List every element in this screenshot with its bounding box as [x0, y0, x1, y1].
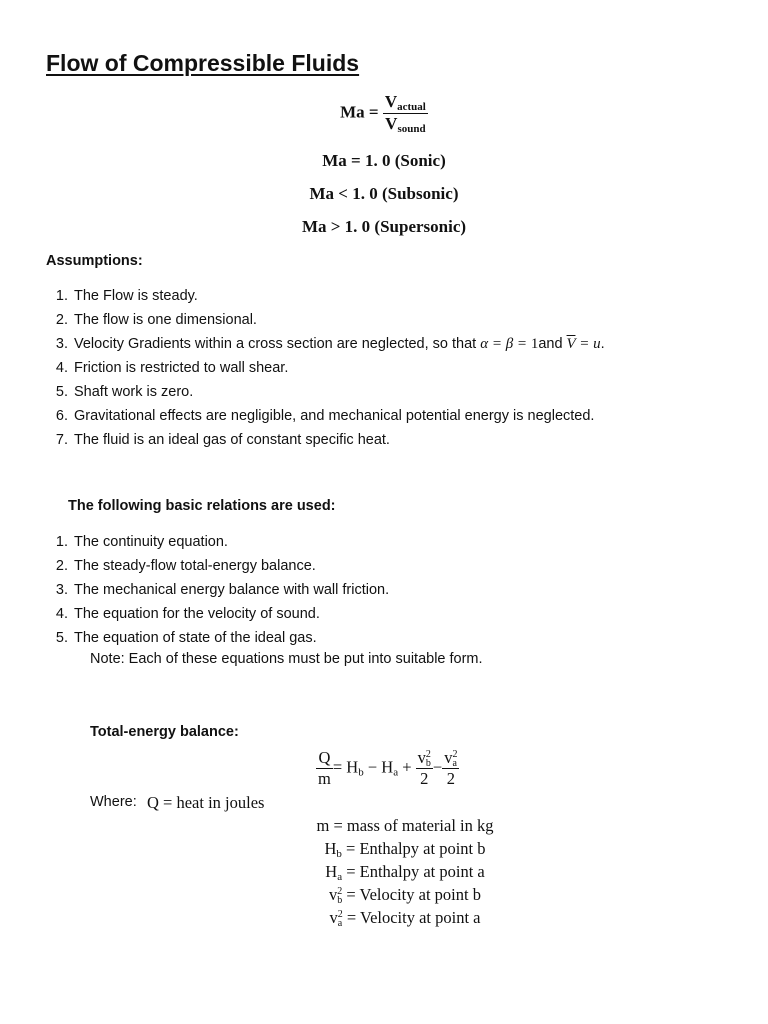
item-number: 3.	[55, 582, 68, 598]
assumptions-list	[46, 284, 605, 452]
item-text: The steady-flow total-energy balance.	[74, 558, 316, 574]
def-q-text: Q = heat in joules	[147, 793, 265, 812]
item-text: Gravitational effects are negligible, and mechanical potential energy is neglected.	[74, 408, 595, 424]
def-ha-text: = Enthalpy at point a	[346, 862, 485, 881]
alpha-beta-math: α = β =	[480, 336, 531, 352]
v-bar-math: $\overline{V}$	[566, 336, 576, 352]
mach-definition	[0, 92, 768, 135]
list-item	[46, 626, 389, 650]
q-num: Q	[316, 748, 333, 769]
minus-sign: −	[432, 757, 443, 777]
def-va-text: = Velocity at point a	[346, 908, 481, 927]
item-text: Velocity Gradients within a cross section are neglected, so that	[74, 336, 481, 352]
plus-sign: +	[398, 757, 412, 777]
def-va	[0, 906, 768, 929]
sup-2: 2	[452, 749, 458, 761]
sub-b: b	[337, 895, 343, 907]
mach-supersonic: Ma > 1. 0 (Supersonic)	[301, 217, 467, 236]
item-text: The equation of state of the ideal gas.	[74, 630, 317, 646]
list-item	[46, 404, 605, 428]
item-text: The fluid is an ideal gas of constant specific heat.	[74, 432, 390, 448]
def-ha: $H_a$ = Enthalpy at point a	[325, 862, 485, 883]
num-sub: actual	[397, 101, 426, 113]
relations-heading: The following basic relations are used:	[68, 498, 336, 514]
list-item	[46, 602, 389, 626]
one-math: 1	[530, 336, 539, 352]
item-number: 4.	[55, 606, 68, 622]
item-text: The continuity equation.	[74, 534, 228, 550]
va-squared-over-2	[442, 748, 459, 789]
sup-2: 2	[337, 909, 343, 921]
item-number: 6.	[55, 408, 68, 424]
v: v	[329, 885, 338, 904]
sub-a: a	[452, 758, 457, 770]
def-vb-text: = Velocity at point b	[346, 885, 481, 904]
sub-a: a	[337, 918, 343, 930]
item-number: 5.	[55, 384, 68, 400]
def-hb: $H_b$ = Enthalpy at point b	[324, 839, 486, 860]
item-number: 2.	[55, 312, 68, 328]
item-number: 1.	[55, 534, 68, 550]
page-title: Flow of Compressible Fluids	[46, 50, 360, 76]
item-text: Friction is restricted to wall shear.	[74, 360, 289, 376]
item-number: 2.	[55, 558, 68, 574]
item-text-mid: and	[538, 336, 567, 352]
mach-subsonic: Ma < 1. 0 (Subsonic)	[309, 184, 459, 203]
item-number: 1.	[55, 288, 68, 304]
list-item	[46, 308, 605, 332]
item-text-end: .	[600, 336, 605, 352]
list-item	[46, 284, 605, 308]
u-math: = u	[575, 336, 601, 352]
item-text: The Flow is steady.	[74, 288, 198, 304]
sup-2: 2	[337, 886, 343, 898]
v: v	[329, 908, 338, 927]
mach-sonic: Ma = 1. 0 (Sonic)	[322, 151, 446, 170]
list-item	[46, 332, 605, 356]
q-den: m	[318, 769, 331, 789]
mach-lhs: Ma =	[340, 102, 379, 122]
item-text: Shaft work is zero.	[74, 384, 194, 400]
def-vb	[0, 883, 768, 906]
sub-b: b	[425, 758, 431, 770]
mach-fraction	[383, 92, 428, 135]
item-number: 7.	[55, 432, 68, 448]
sub-a: a	[393, 766, 399, 779]
relations-list	[46, 530, 389, 650]
item-number: 5.	[55, 630, 68, 646]
assumptions-heading: Assumptions:	[46, 253, 143, 269]
list-item	[46, 428, 605, 452]
relations-note: Note: Each of these equations must be put into suitable form.	[90, 651, 483, 667]
where-label: Where:	[90, 794, 137, 810]
def-m: m = mass of material in kg	[316, 816, 494, 835]
energy-heading: Total-energy balance:	[90, 724, 239, 740]
v: v	[417, 748, 426, 767]
list-item	[46, 530, 389, 554]
def-q	[147, 791, 264, 814]
item-text: The flow is one dimensional.	[74, 312, 257, 328]
def-hb-text: = Enthalpy at point b	[346, 839, 486, 858]
eq-hb: = H	[332, 757, 359, 777]
sub-a: a	[337, 871, 343, 883]
q-over-m	[316, 748, 333, 789]
den-2: 2	[446, 769, 455, 789]
num-var: V	[384, 92, 398, 111]
item-number: 3.	[55, 336, 68, 352]
den-sub: sound	[397, 123, 426, 135]
list-item	[46, 554, 389, 578]
den-var: V	[385, 114, 398, 133]
definitions-list	[0, 814, 768, 929]
vb-squared-over-2	[416, 748, 433, 789]
sub-b: b	[358, 766, 364, 779]
list-item	[46, 380, 605, 404]
list-item	[46, 578, 389, 602]
item-number: 4.	[55, 360, 68, 376]
item-text: The equation for the velocity of sound.	[74, 606, 320, 622]
den-2: 2	[420, 769, 429, 789]
v: v	[444, 748, 453, 767]
list-item	[46, 356, 605, 380]
energy-equation	[316, 748, 459, 789]
sub-b: b	[336, 848, 342, 860]
item-text: The mechanical energy balance with wall friction.	[74, 582, 390, 598]
sup-2: 2	[425, 749, 431, 761]
minus-ha: − H	[363, 757, 394, 777]
